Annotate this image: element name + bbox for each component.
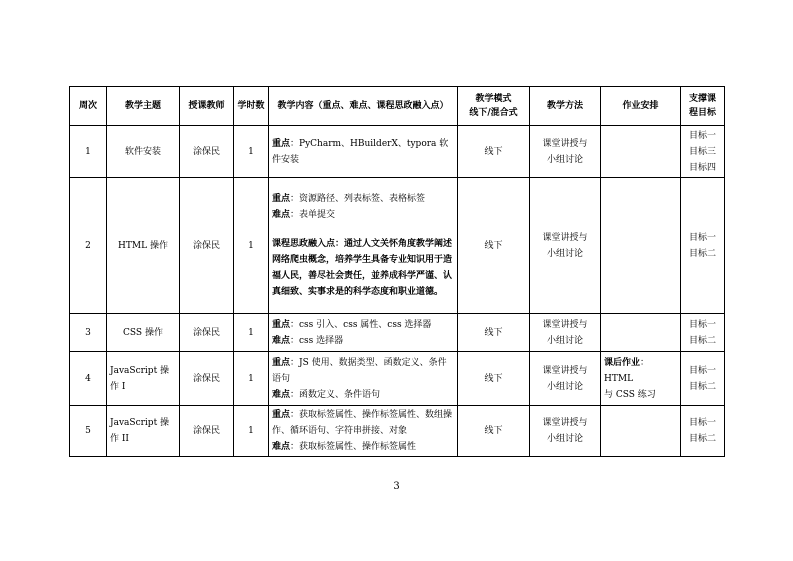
- topic-line1: JavaScript 操: [110, 365, 170, 376]
- key-point-line: [272, 317, 454, 333]
- content-cell: [269, 126, 458, 178]
- week-cell: 3: [70, 314, 107, 352]
- key-point-text: ：资源路径、列表标签、表格标签: [290, 194, 426, 204]
- table-row: [70, 314, 725, 352]
- goal-item: 目标一: [688, 365, 716, 376]
- hours-cell: 1: [234, 178, 269, 314]
- homework-label: 课后作业: [604, 357, 641, 368]
- method-cell: [530, 406, 601, 457]
- method-cell: [530, 352, 601, 406]
- header-hours: 学时数: [234, 87, 269, 126]
- week-cell: 4: [70, 352, 107, 406]
- topic-cell: [107, 406, 180, 457]
- teacher-cell: 涂保民: [180, 406, 234, 457]
- goals-cell: [681, 352, 725, 406]
- ideology-label: 课程思政融入点: [272, 239, 336, 249]
- header-teacher: 授课教师: [180, 87, 234, 126]
- goal-item: 目标一: [688, 319, 716, 330]
- method-line1: 课堂讲授与: [542, 138, 588, 149]
- teacher-cell: 涂保民: [180, 352, 234, 406]
- difficulty-label: 难点: [272, 335, 291, 346]
- method-cell: [530, 178, 601, 314]
- table-row: [70, 178, 725, 314]
- topic-line2: 作 I: [110, 381, 126, 392]
- teacher-cell: 涂保民: [180, 178, 234, 314]
- table-row: [70, 352, 725, 406]
- method-line1: 课堂讲授与: [542, 319, 588, 330]
- homework-cell: [601, 352, 681, 406]
- difficulty-line: [272, 387, 454, 403]
- homework-cell: [601, 126, 681, 178]
- method-line2: 小组讨论: [546, 434, 583, 444]
- homework-cell: [601, 406, 681, 457]
- teacher-cell: 涂保民: [180, 314, 234, 352]
- table-row: [70, 126, 725, 178]
- topic-cell: HTML 操作: [107, 178, 180, 314]
- key-point-label: 重点: [272, 194, 291, 204]
- key-point-text: ：获取标签属性、操作标签属性、数组操作、循环语句、字符串拼接、对象: [272, 410, 453, 436]
- topic-cell: 软件安装: [107, 126, 180, 178]
- key-point-label: 重点: [272, 319, 291, 330]
- week-cell: 2: [70, 178, 107, 314]
- method-line2: 小组讨论: [546, 381, 583, 392]
- goal-item: 目标二: [688, 434, 716, 444]
- difficulty-line: [272, 439, 454, 455]
- mode-cell: 线下: [458, 178, 530, 314]
- goal-item: 目标四: [688, 162, 716, 173]
- method-cell: [530, 126, 601, 178]
- header-goals: [681, 87, 725, 126]
- method-cell: [530, 314, 601, 352]
- header-week: 周次: [70, 87, 107, 126]
- goal-item: 目标一: [688, 418, 716, 428]
- goal-item: 目标二: [688, 335, 716, 346]
- page-number: 3: [393, 481, 400, 492]
- key-point-label: 重点: [272, 357, 291, 368]
- header-topic: 教学主题: [107, 87, 180, 126]
- homework-cell: [601, 178, 681, 314]
- goals-cell: [681, 178, 725, 314]
- topic-cell: CSS 操作: [107, 314, 180, 352]
- goal-item: 目标一: [688, 232, 716, 243]
- goal-item: 目标二: [688, 248, 716, 259]
- key-point-label: 重点: [272, 138, 291, 149]
- homework-text: ：HTML: [604, 357, 650, 384]
- header-mode-line2: 线下/混合式: [469, 108, 518, 118]
- header-homework: 作业安排: [601, 87, 681, 126]
- topic-line1: JavaScript 操: [110, 418, 170, 428]
- difficulty-line: [272, 207, 454, 223]
- header-row: [70, 87, 725, 126]
- difficulty-text: ：css 选择器: [290, 335, 344, 346]
- difficulty-text: ：获取标签属性、操作标签属性: [290, 442, 417, 452]
- method-line1: 课堂讲授与: [542, 418, 588, 428]
- method-line2: 小组讨论: [546, 248, 583, 259]
- header-mode-line1: 教学模式: [475, 94, 512, 104]
- difficulty-label: 难点: [272, 210, 291, 220]
- method-line1: 课堂讲授与: [542, 232, 588, 243]
- header-content: 教学内容（重点、难点、课程思政融入点）: [269, 87, 458, 126]
- mode-cell: 线下: [458, 126, 530, 178]
- goals-cell: [681, 406, 725, 457]
- difficulty-label: 难点: [272, 389, 291, 400]
- goals-cell: [681, 314, 725, 352]
- week-cell: 1: [70, 126, 107, 178]
- header-goals-line1: 支撑课: [688, 94, 716, 104]
- method-line2: 小组讨论: [546, 154, 583, 165]
- mode-cell: 线下: [458, 406, 530, 457]
- table-row: [70, 406, 725, 457]
- week-cell: 5: [70, 406, 107, 457]
- topic-line2: 作 II: [110, 434, 129, 444]
- method-line1: 课堂讲授与: [542, 365, 588, 376]
- content-cell: [269, 178, 458, 314]
- method-line2: 小组讨论: [546, 335, 583, 346]
- content-cell: [269, 352, 458, 406]
- difficulty-text: ：函数定义、条件语句: [290, 389, 381, 400]
- content-cell: [269, 406, 458, 457]
- homework-cell: [601, 314, 681, 352]
- hours-cell: 1: [234, 406, 269, 457]
- teacher-cell: 涂保民: [180, 126, 234, 178]
- key-point-line: [272, 191, 454, 207]
- hours-cell: 1: [234, 352, 269, 406]
- goals-cell: [681, 126, 725, 178]
- key-point-text: ：css 引入、css 属性、css 选择器: [290, 319, 432, 330]
- header-method: 教学方法: [530, 87, 601, 126]
- ideology-text: ：通过人文关怀角度教学阐述网络爬虫概念，培养学生具备专业知识用于造福人民，善尽社会责任，並养成科学严谨、认真细致、实事求是的科学态度和职业道德。: [272, 239, 453, 297]
- topic-cell: [107, 352, 180, 406]
- header-goals-line2: 程目标: [688, 108, 716, 118]
- key-point-line: [272, 407, 454, 439]
- goal-item: 目标三: [688, 146, 716, 157]
- goal-item: 目标一: [688, 130, 716, 141]
- ideology-point: [272, 236, 454, 300]
- mode-cell: 线下: [458, 352, 530, 406]
- hours-cell: 1: [234, 126, 269, 178]
- key-point-text: ：PyCharm、HBuilderX、typora 软件安装: [272, 138, 449, 165]
- content-cell: [269, 314, 458, 352]
- key-point-label: 重点: [272, 410, 291, 420]
- homework-line2: 与 CSS 练习: [604, 389, 656, 400]
- difficulty-label: 难点: [272, 442, 291, 452]
- difficulty-line: [272, 333, 454, 349]
- hours-cell: 1: [234, 314, 269, 352]
- key-point-text: ：JS 使用、数据类型、函数定义、条件语句: [272, 357, 447, 384]
- course-schedule-table: [69, 86, 725, 457]
- mode-cell: 线下: [458, 314, 530, 352]
- header-mode: [458, 87, 530, 126]
- key-point-line: [272, 355, 454, 387]
- homework-line1: [604, 355, 677, 387]
- difficulty-text: ：表单提交: [290, 210, 336, 220]
- goal-item: 目标二: [688, 381, 716, 392]
